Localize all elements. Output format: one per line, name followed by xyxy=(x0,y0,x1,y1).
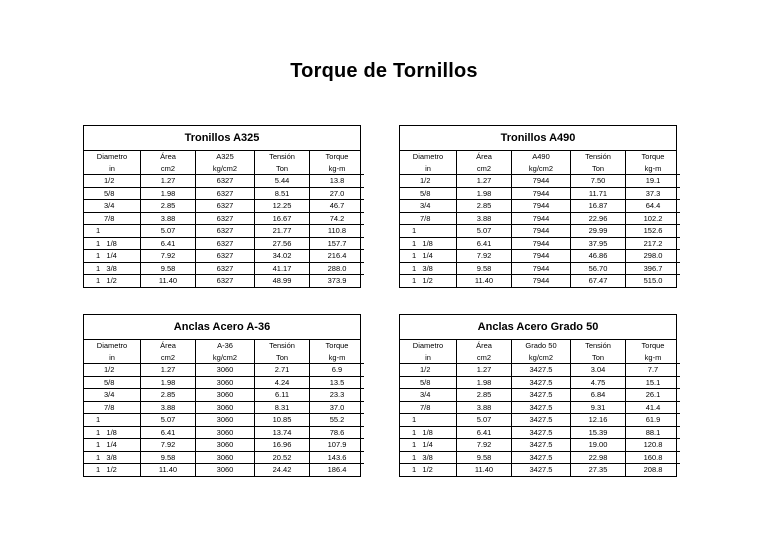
table-cell: 3427.5 xyxy=(512,389,571,402)
table-cell: 3060 xyxy=(196,426,255,439)
table-cell: 41.4 xyxy=(626,401,681,414)
table-cell: 6327 xyxy=(196,187,255,200)
table-cell: 64.4 xyxy=(626,200,681,213)
table-cell: 9.58 xyxy=(141,262,196,275)
table-cell: 56.70 xyxy=(571,262,626,275)
column-header: Diametro xyxy=(96,341,128,350)
table-row xyxy=(400,237,680,250)
table-cell: 7944 xyxy=(512,225,571,238)
table-cell: 5/8 xyxy=(84,187,141,200)
table-cell: 1 1/4 xyxy=(400,439,457,452)
table-row xyxy=(400,250,680,263)
header-row xyxy=(400,340,680,352)
table-cell: 7.50 xyxy=(571,175,626,188)
column-header: Área xyxy=(141,151,196,163)
table-cell: 6.41 xyxy=(141,237,196,250)
table-row xyxy=(84,175,364,188)
column-header: Ton xyxy=(571,352,626,364)
column-header: Torque xyxy=(626,151,681,163)
header-row xyxy=(84,352,364,364)
column-header: Diametro xyxy=(412,152,444,161)
table-a36 xyxy=(83,314,361,477)
table-cell: 7/8 xyxy=(84,212,141,225)
column-header: Ton xyxy=(255,352,310,364)
table-cell: 1 1/4 xyxy=(400,250,457,263)
table-cell: 3427.5 xyxy=(512,401,571,414)
table-cell: 1/2 xyxy=(400,364,457,377)
table-cell: 37.95 xyxy=(571,237,626,250)
data-table xyxy=(84,340,364,476)
column-header: Tensión xyxy=(571,340,626,352)
table-cell: 2.85 xyxy=(457,200,512,213)
table-cell: 9.58 xyxy=(457,451,512,464)
table-cell: 48.99 xyxy=(255,275,310,287)
table-cell: 5/8 xyxy=(400,376,457,389)
table-row xyxy=(84,364,364,377)
table-cell: 37.3 xyxy=(626,187,681,200)
table-cell: 3060 xyxy=(196,464,255,476)
table-row xyxy=(84,414,364,427)
table-cell: 1 xyxy=(400,414,457,427)
table-cell: 373.9 xyxy=(310,275,365,287)
column-header: in xyxy=(400,163,457,175)
table-cell: 1.27 xyxy=(457,175,512,188)
table-cell: 3060 xyxy=(196,401,255,414)
table-cell: 6327 xyxy=(196,175,255,188)
column-header: kg/cm2 xyxy=(512,352,571,364)
column-header: cm2 xyxy=(141,352,196,364)
page-title: Torque de Tornillos xyxy=(290,60,478,82)
table-cell: 5.07 xyxy=(457,225,512,238)
column-header: kg/cm2 xyxy=(196,163,255,175)
table-row xyxy=(400,439,680,452)
table-cell: 29.99 xyxy=(571,225,626,238)
table-cell: 157.7 xyxy=(310,237,365,250)
table-cell: 15.1 xyxy=(626,376,681,389)
table-cell: 1 1/4 xyxy=(84,250,141,263)
table-row xyxy=(400,464,680,476)
table-cell: 5.07 xyxy=(141,414,196,427)
table-cell: 7944 xyxy=(512,187,571,200)
table-cell: 13.5 xyxy=(310,376,365,389)
table-cell: 1.98 xyxy=(141,376,196,389)
table-cell: 217.2 xyxy=(626,237,681,250)
table-cell: 3/4 xyxy=(400,200,457,213)
table-cell: 1 1/8 xyxy=(400,426,457,439)
column-header: A325 xyxy=(196,151,255,163)
table-cell: 298.0 xyxy=(626,250,681,263)
table-cell: 8.31 xyxy=(255,401,310,414)
table-cell: 3060 xyxy=(196,364,255,377)
table-cell: 55.2 xyxy=(310,414,365,427)
table-cell: 396.7 xyxy=(626,262,681,275)
table-cell: 9.58 xyxy=(141,451,196,464)
table-cell: 11.40 xyxy=(457,275,512,287)
table-cell: 1 3/8 xyxy=(400,451,457,464)
table-cell: 6327 xyxy=(196,200,255,213)
header-row xyxy=(400,163,680,175)
table-cell: 1 1/2 xyxy=(96,465,117,474)
table-cell: 22.98 xyxy=(571,451,626,464)
table-cell: 7944 xyxy=(512,275,571,287)
column-header: A490 xyxy=(512,151,571,163)
column-header: in xyxy=(84,163,141,175)
column-header: Torque xyxy=(310,151,365,163)
table-grado-50 xyxy=(399,314,677,477)
table-row xyxy=(84,200,364,213)
table-row xyxy=(84,376,364,389)
column-header: Ton xyxy=(255,163,310,175)
table-cell: 1 xyxy=(400,225,457,238)
table-cell: 7944 xyxy=(512,200,571,213)
column-header: kg/cm2 xyxy=(196,352,255,364)
column-header: Tensión xyxy=(255,340,310,352)
table-cell: 1.27 xyxy=(141,175,196,188)
table-cell: 11.40 xyxy=(457,464,512,476)
table-a490 xyxy=(399,125,677,288)
table-cell: 107.9 xyxy=(310,439,365,452)
table-cell: 24.42 xyxy=(255,464,310,476)
table-row xyxy=(84,187,364,200)
table-cell: 2.85 xyxy=(141,389,196,402)
table-cell: 15.39 xyxy=(571,426,626,439)
header-row xyxy=(84,151,364,163)
table-row xyxy=(84,237,364,250)
table-title: Anclas Acero A-36 xyxy=(84,315,360,340)
table-cell: 1/2 xyxy=(84,175,141,188)
table-row xyxy=(400,364,680,377)
data-table xyxy=(400,340,680,476)
table-row xyxy=(84,439,364,452)
column-header: Torque xyxy=(626,340,681,352)
table-cell: 1 xyxy=(84,225,141,238)
table-row xyxy=(400,376,680,389)
table-cell: 5.44 xyxy=(255,175,310,188)
table-cell: 1 3/8 xyxy=(84,262,141,275)
column-header: kg-m xyxy=(310,352,365,364)
table-cell: 22.96 xyxy=(571,212,626,225)
table-cell: 6.84 xyxy=(571,389,626,402)
table-row xyxy=(84,250,364,263)
data-table xyxy=(400,151,680,287)
table-row xyxy=(400,262,680,275)
table-row xyxy=(400,426,680,439)
table-cell: 102.2 xyxy=(626,212,681,225)
table-cell: 7944 xyxy=(512,250,571,263)
table-row xyxy=(400,401,680,414)
column-header: Área xyxy=(457,151,512,163)
table-cell: 3.88 xyxy=(141,401,196,414)
table-cell: 6327 xyxy=(196,250,255,263)
table-title: Tronillos A325 xyxy=(84,126,360,151)
table-row xyxy=(400,275,680,287)
header-row xyxy=(84,340,364,352)
table-row xyxy=(84,389,364,402)
table-cell: 5/8 xyxy=(84,376,141,389)
table-cell: 11.71 xyxy=(571,187,626,200)
table-cell: 13.74 xyxy=(255,426,310,439)
table-cell: 78.6 xyxy=(310,426,365,439)
table-cell: 6.11 xyxy=(255,389,310,402)
table-cell: 7/8 xyxy=(400,212,457,225)
table-cell: 288.0 xyxy=(310,262,365,275)
table-cell: 3427.5 xyxy=(512,439,571,452)
table-cell: 216.4 xyxy=(310,250,365,263)
column-header: in xyxy=(400,352,457,364)
table-cell: 26.1 xyxy=(626,389,681,402)
table-cell: 1 3/8 xyxy=(400,262,457,275)
table-cell: 1.27 xyxy=(457,364,512,377)
table-cell: 6.41 xyxy=(457,426,512,439)
table-row xyxy=(400,187,680,200)
table-cell: 23.3 xyxy=(310,389,365,402)
table-cell: 3.88 xyxy=(457,401,512,414)
table-cell: 143.6 xyxy=(310,451,365,464)
column-header: in xyxy=(84,352,141,364)
table-cell: 6327 xyxy=(196,262,255,275)
table-cell: 1.98 xyxy=(457,187,512,200)
table-cell: 16.87 xyxy=(571,200,626,213)
table-cell: 20.52 xyxy=(255,451,310,464)
table-row xyxy=(84,225,364,238)
table-cell: 7.7 xyxy=(626,364,681,377)
column-header: cm2 xyxy=(457,163,512,175)
table-cell: 110.8 xyxy=(310,225,365,238)
column-header: kg-m xyxy=(626,163,681,175)
table-cell: 3/4 xyxy=(84,389,141,402)
column-header: Torque xyxy=(310,340,365,352)
column-header: kg-m xyxy=(626,352,681,364)
table-cell: 3/4 xyxy=(84,200,141,213)
table-cell: 61.9 xyxy=(626,414,681,427)
table-cell: 3427.5 xyxy=(512,464,571,476)
table-cell: 1/2 xyxy=(400,175,457,188)
table-row xyxy=(84,212,364,225)
table-cell: 1 1/4 xyxy=(84,439,141,452)
table-row xyxy=(84,401,364,414)
table-cell: 12.16 xyxy=(571,414,626,427)
table-cell: 27.35 xyxy=(571,464,626,476)
table-cell: 4.75 xyxy=(571,376,626,389)
table-cell: 6.9 xyxy=(310,364,365,377)
table-cell: 74.2 xyxy=(310,212,365,225)
table-row xyxy=(84,464,364,476)
table-cell: 2.71 xyxy=(255,364,310,377)
table-cell: 3060 xyxy=(196,414,255,427)
table-cell: 2.85 xyxy=(141,200,196,213)
column-header: Tensión xyxy=(255,151,310,163)
table-cell: 2.85 xyxy=(457,389,512,402)
table-cell: 6.41 xyxy=(141,426,196,439)
table-cell: 19.00 xyxy=(571,439,626,452)
table-cell: 1 1/2 xyxy=(96,276,117,285)
table-cell: 6327 xyxy=(196,275,255,287)
table-cell: 7944 xyxy=(512,262,571,275)
table-cell: 3060 xyxy=(196,376,255,389)
table-cell: 3427.5 xyxy=(512,364,571,377)
table-cell: 34.02 xyxy=(255,250,310,263)
column-header: kg-m xyxy=(310,163,365,175)
table-cell: 7944 xyxy=(512,212,571,225)
table-cell: 160.8 xyxy=(626,451,681,464)
table-cell: 7/8 xyxy=(84,401,141,414)
table-cell: 9.58 xyxy=(457,262,512,275)
header-row xyxy=(400,151,680,163)
table-cell: 13.8 xyxy=(310,175,365,188)
header-row xyxy=(400,352,680,364)
table-cell: 1.98 xyxy=(457,376,512,389)
table-cell: 515.0 xyxy=(626,275,681,287)
table-row xyxy=(400,225,680,238)
table-cell: 3060 xyxy=(196,389,255,402)
data-table xyxy=(84,151,364,287)
table-cell: 11.40 xyxy=(141,464,196,476)
table-cell: 3427.5 xyxy=(512,376,571,389)
table-cell: 7.92 xyxy=(457,439,512,452)
table-row xyxy=(400,175,680,188)
column-header: cm2 xyxy=(141,163,196,175)
table-cell: 67.47 xyxy=(571,275,626,287)
column-header: cm2 xyxy=(457,352,512,364)
table-cell: 27.0 xyxy=(310,187,365,200)
table-cell: 4.24 xyxy=(255,376,310,389)
table-cell: 1.98 xyxy=(141,187,196,200)
table-row xyxy=(84,451,364,464)
table-row xyxy=(400,212,680,225)
table-cell: 37.0 xyxy=(310,401,365,414)
table-title: Anclas Acero Grado 50 xyxy=(400,315,676,340)
table-row xyxy=(84,262,364,275)
table-cell: 1 1/2 xyxy=(412,465,433,474)
table-cell: 3.88 xyxy=(457,212,512,225)
table-cell: 1 xyxy=(84,414,141,427)
column-header: Área xyxy=(457,340,512,352)
table-cell: 208.8 xyxy=(626,464,681,476)
table-cell: 7.92 xyxy=(141,439,196,452)
column-header: kg/cm2 xyxy=(512,163,571,175)
table-cell: 1.27 xyxy=(141,364,196,377)
table-cell: 3.88 xyxy=(141,212,196,225)
table-row xyxy=(400,451,680,464)
table-cell: 1 1/8 xyxy=(84,237,141,250)
table-cell: 16.96 xyxy=(255,439,310,452)
table-row xyxy=(400,414,680,427)
column-header: A-36 xyxy=(196,340,255,352)
table-cell: 16.67 xyxy=(255,212,310,225)
table-row xyxy=(84,426,364,439)
table-cell: 1 1/2 xyxy=(412,276,433,285)
table-cell: 1 1/8 xyxy=(400,237,457,250)
table-cell: 1/2 xyxy=(84,364,141,377)
table-cell: 6327 xyxy=(196,225,255,238)
table-cell: 46.86 xyxy=(571,250,626,263)
table-cell: 3427.5 xyxy=(512,451,571,464)
table-cell: 6327 xyxy=(196,237,255,250)
table-cell: 12.25 xyxy=(255,200,310,213)
table-cell: 6.41 xyxy=(457,237,512,250)
table-cell: 9.31 xyxy=(571,401,626,414)
table-row xyxy=(400,389,680,402)
table-cell: 5.07 xyxy=(141,225,196,238)
table-cell: 27.56 xyxy=(255,237,310,250)
column-header: Ton xyxy=(571,163,626,175)
table-cell: 11.40 xyxy=(141,275,196,287)
table-cell: 5/8 xyxy=(400,187,457,200)
table-cell: 41.17 xyxy=(255,262,310,275)
column-header: Diametro xyxy=(96,152,128,161)
table-cell: 5.07 xyxy=(457,414,512,427)
table-cell: 120.8 xyxy=(626,439,681,452)
table-cell: 88.1 xyxy=(626,426,681,439)
table-cell: 6327 xyxy=(196,212,255,225)
table-cell: 3.04 xyxy=(571,364,626,377)
table-cell: 1 1/8 xyxy=(84,426,141,439)
table-cell: 3427.5 xyxy=(512,426,571,439)
column-header: Grado 50 xyxy=(512,340,571,352)
table-cell: 1 3/8 xyxy=(84,451,141,464)
table-cell: 3060 xyxy=(196,439,255,452)
table-cell: 3060 xyxy=(196,451,255,464)
table-cell: 152.6 xyxy=(626,225,681,238)
table-cell: 186.4 xyxy=(310,464,365,476)
table-cell: 8.51 xyxy=(255,187,310,200)
table-cell: 7.92 xyxy=(457,250,512,263)
table-title: Tronillos A490 xyxy=(400,126,676,151)
table-cell: 21.77 xyxy=(255,225,310,238)
table-cell: 7/8 xyxy=(400,401,457,414)
table-row xyxy=(84,275,364,287)
table-cell: 7944 xyxy=(512,237,571,250)
table-cell: 3427.5 xyxy=(512,414,571,427)
table-cell: 46.7 xyxy=(310,200,365,213)
table-cell: 7.92 xyxy=(141,250,196,263)
column-header: Tensión xyxy=(571,151,626,163)
table-a325 xyxy=(83,125,361,288)
table-cell: 10.85 xyxy=(255,414,310,427)
column-header: Diametro xyxy=(412,341,444,350)
header-row xyxy=(84,163,364,175)
column-header: Área xyxy=(141,340,196,352)
table-cell: 3/4 xyxy=(400,389,457,402)
table-cell: 7944 xyxy=(512,175,571,188)
table-row xyxy=(400,200,680,213)
table-cell: 19.1 xyxy=(626,175,681,188)
